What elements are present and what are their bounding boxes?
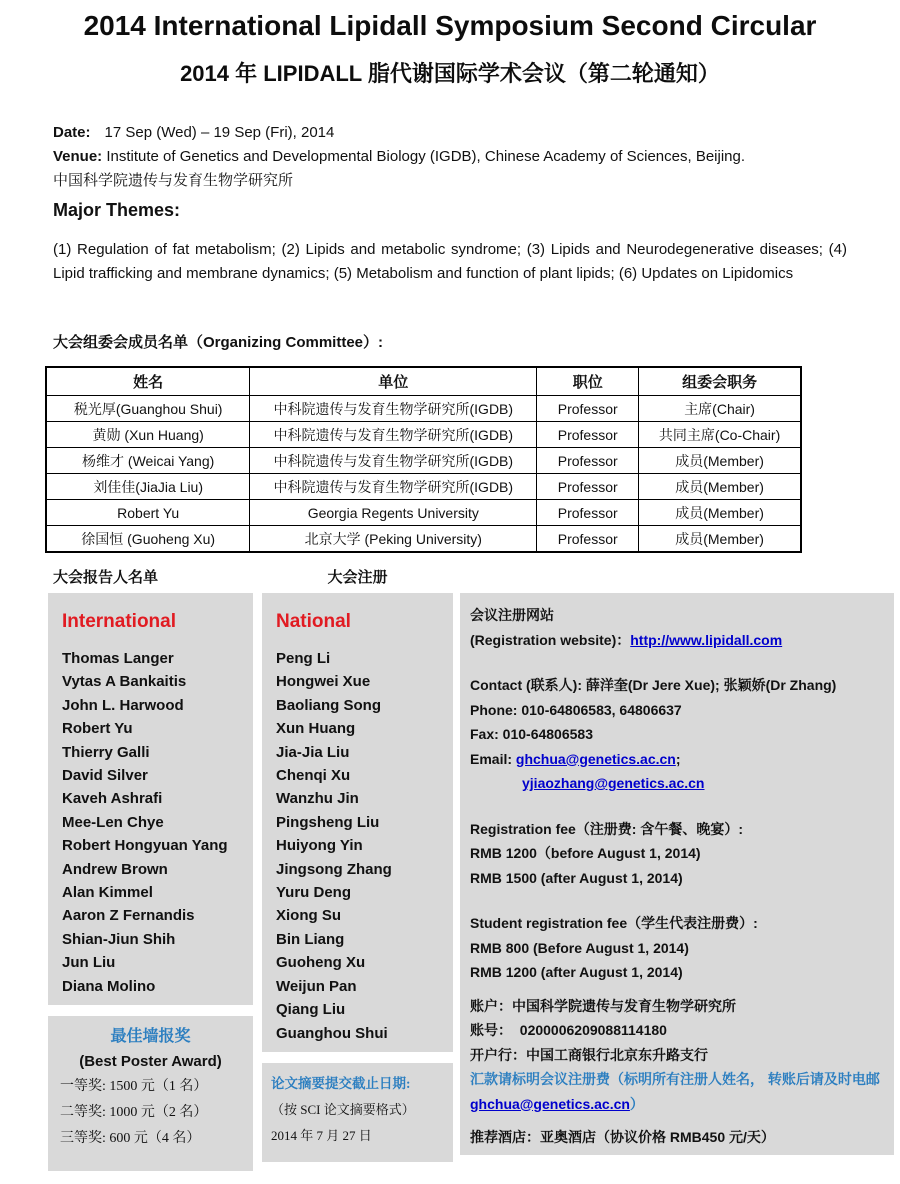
list-item: Jingsong Zhang	[276, 860, 392, 878]
registration-info-box	[460, 593, 894, 1155]
prize-line: 二等奖: 1000 元（2 名）	[60, 1105, 208, 1120]
cell-role: 主席(Chair)	[639, 396, 801, 422]
cell-affiliation: 中科院遗传与发育生物学研究所(IGDB)	[250, 422, 537, 448]
list-item: Qiang Liu	[276, 1001, 346, 1019]
list-item: Aaron Z Fernandis	[62, 907, 195, 925]
col-header-name: 姓名	[46, 367, 250, 396]
table-row	[46, 526, 801, 553]
spacer	[470, 1116, 886, 1125]
col-header-affiliation: 单位	[250, 367, 537, 396]
list-item: Vytas A Bankaitis	[62, 673, 187, 691]
email-link-1[interactable]: ghchua@genetics.ac.cn	[515, 750, 676, 767]
international-name-list	[62, 647, 253, 998]
national-title: National	[276, 611, 351, 632]
website-label-en: (Registration website)：	[470, 631, 631, 648]
cell-name: Robert Yu	[46, 500, 250, 526]
email-label: Email:	[470, 750, 516, 767]
cell-position: Professor	[537, 422, 639, 448]
major-themes-paragraph: (1) Regulation of fat metabolism; (2) Lipids and metabolic syndrome; (3) Lipids and Neurodegenerative diseases; (4) Lipid trafficking and membrane dynamics; (5) Metabolism and function of plant lipids; (6) Updates on Lipidomics	[53, 241, 847, 282]
list-item: Xiong Su	[276, 907, 341, 925]
list-item: Xun Huang	[276, 720, 356, 738]
phone-line: Phone: 010-64806583, 64806637	[470, 701, 682, 718]
list-item: Pingsheng Liu	[276, 813, 380, 831]
cell-position: Professor	[537, 500, 639, 526]
list-item: Jia-Jia Liu	[276, 743, 350, 761]
list-item: Jun Liu	[62, 954, 116, 972]
page-subtitle-cn: 2014 年 LIPIDALL 脂代谢国际学术会议（第二轮通知）	[180, 61, 720, 86]
fee-line: RMB 1200（before August 1, 2014)	[470, 845, 701, 861]
email-link-2[interactable]: yjiaozhang@genetics.ac.cn	[522, 775, 705, 791]
remittance-note	[470, 1067, 886, 1116]
spacer	[470, 890, 886, 911]
best-poster-award-box	[48, 1016, 253, 1171]
list-item: Guanghou Shui	[276, 1024, 388, 1042]
abstract-deadline-box	[262, 1063, 453, 1162]
date-value: 17 Sep (Wed) – 19 Sep (Fri), 2014	[104, 124, 335, 141]
cell-position: Professor	[537, 448, 639, 474]
website-label-cn: 会议注册网站	[470, 607, 554, 623]
remit-email-link[interactable]: ghchua@genetics.ac.cn	[470, 1095, 630, 1112]
national-speakers-box	[262, 593, 453, 1052]
cell-role: 成员(Member)	[639, 474, 801, 500]
student-fee-line: RMB 800 (Before August 1, 2014)	[470, 939, 689, 956]
email-line	[470, 747, 886, 772]
list-item: Baoliang Song	[276, 696, 381, 714]
table-row	[46, 396, 801, 422]
cell-role: 共同主席(Co-Chair)	[639, 422, 801, 448]
international-speakers-box	[48, 593, 253, 1005]
cell-affiliation: 中科院遗传与发育生物学研究所(IGDB)	[250, 474, 537, 500]
account-name-line: 账户：中国科学院遗传与发育生物学研究所	[470, 997, 736, 1014]
list-item: Mee-Len Chye	[62, 813, 164, 831]
list-item: Alan Kimmel	[62, 884, 153, 902]
page-title: 2014 International Lipidall Symposium Second Circular	[83, 10, 817, 41]
student-fee-heading: Student registration fee（学生代表注册费）:	[470, 915, 758, 931]
table-header-row	[46, 367, 801, 396]
email-line-2	[470, 771, 886, 796]
fee-line: RMB 1500 (after August 1, 2014)	[470, 869, 683, 886]
cell-position: Professor	[537, 396, 639, 422]
cell-affiliation: Georgia Regents University	[250, 500, 537, 526]
registration-heading: 大会注册	[327, 569, 388, 586]
cell-affiliation: 北京大学 (Peking University)	[250, 526, 537, 553]
list-item: Shian-Jiun Shih	[62, 930, 176, 948]
list-item: Robert Hongyuan Yang	[62, 837, 228, 855]
venue-value: Institute of Genetics and Developmental Biology (IGDB), Chinese Academy of Sciences, Beijing.	[102, 148, 746, 165]
fee-heading: Registration fee（注册费: 含午餐、晚宴）:	[470, 820, 744, 837]
cell-position: Professor	[537, 526, 639, 553]
list-item: Peng Li	[276, 650, 331, 667]
remit-note-suffix: ）	[629, 1095, 644, 1112]
poster-award-title-cn: 最佳墙报奖	[110, 1028, 191, 1045]
cell-affiliation: 中科院遗传与发育生物学研究所(IGDB)	[250, 448, 537, 474]
abstract-format-note: （按 SCI 论文摘要格式）	[271, 1102, 415, 1117]
cell-name: 刘佳佳(JiaJia Liu)	[46, 474, 250, 500]
spacer	[470, 652, 886, 673]
venue-line	[53, 145, 853, 169]
hotel-line: 推荐酒店：亚奥酒店（协议价格 RMB450 元/天）	[470, 1129, 775, 1145]
list-item: Weijun Pan	[276, 977, 357, 995]
table-row	[46, 422, 801, 448]
cell-name: 杨维才 (Weicai Yang)	[46, 448, 250, 474]
email-separator: ;	[675, 750, 681, 767]
date-label: Date:	[53, 124, 91, 141]
date-line	[53, 121, 853, 145]
committee-heading: 大会组委会成员名单（Organizing Committee）:	[53, 334, 384, 351]
cell-name: 徐国恒 (Guoheng Xu)	[46, 526, 250, 553]
registration-website-link[interactable]: http://www.lipidall.com	[630, 631, 783, 648]
bank-line: 开户行：中国工商银行北京东升路支行	[470, 1046, 708, 1063]
list-item: Andrew Brown	[62, 860, 168, 878]
event-info	[53, 121, 853, 193]
col-header-position: 职位	[537, 367, 639, 396]
account-number-line: 账号： 0200006209088114180	[470, 1022, 667, 1038]
abstract-deadline-date: 2014 年 7 月 27 日	[271, 1128, 372, 1143]
cell-role: 成员(Member)	[639, 448, 801, 474]
venue-label: Venue:	[53, 148, 103, 165]
cell-role: 成员(Member)	[639, 500, 801, 526]
poster-award-title-en: (Best Poster Award)	[79, 1053, 222, 1070]
remit-note-prefix: 汇款请标明会议注册费（标明所有注册人姓名， 转账后请及时电邮	[470, 1071, 880, 1087]
list-item: Yuru Deng	[276, 884, 352, 902]
cell-position: Professor	[537, 474, 639, 500]
spacer	[470, 796, 886, 817]
list-item: Chenqi Xu	[276, 767, 351, 785]
cell-affiliation: 中科院遗传与发育生物学研究所(IGDB)	[250, 396, 537, 422]
list-item: Hongwei Xue	[276, 673, 371, 691]
list-item: John L. Harwood	[62, 696, 184, 714]
list-item: David Silver	[62, 767, 148, 785]
speaker-list-heading: 大会报告人名单	[53, 569, 159, 586]
prize-line: 三等奖: 600 元（4 名）	[60, 1131, 201, 1146]
list-item: Huiyong Yin	[276, 837, 363, 855]
fax-line: Fax: 010-64806583	[470, 726, 593, 742]
prize-line: 一等奖: 1500 元（1 名）	[60, 1079, 208, 1094]
abstract-deadline-heading: 论文摘要提交截止日期:	[271, 1076, 411, 1091]
spacer	[470, 985, 886, 994]
venue-cn-line: 中国科学院遗传与发育生物学研究所	[53, 172, 294, 189]
list-item: Robert Yu	[62, 720, 133, 738]
contact-line: Contact (联系人): 薛洋奎(Dr Jere Xue); 张颖娇(Dr Zhang)	[470, 677, 837, 693]
list-item: Thomas Langer	[62, 650, 174, 667]
student-fee-line: RMB 1200 (after August 1, 2014)	[470, 964, 683, 980]
col-header-role: 组委会职务	[639, 367, 801, 396]
table-row	[46, 448, 801, 474]
list-item: Guoheng Xu	[276, 954, 366, 972]
list-item: Thierry Galli	[62, 743, 150, 761]
table-row	[46, 500, 801, 526]
list-item: Bin Liang	[276, 930, 345, 948]
list-item: Wanzhu Jin	[276, 790, 359, 808]
table-row	[46, 474, 801, 500]
international-title: International	[62, 611, 177, 632]
national-name-list	[276, 647, 453, 1045]
website-line	[470, 628, 886, 653]
cell-name: 税光厚(Guanghou Shui)	[46, 396, 250, 422]
cell-role: 成员(Member)	[639, 526, 801, 553]
major-themes-heading: Major Themes:	[53, 200, 181, 220]
cell-name: 黄勋 (Xun Huang)	[46, 422, 250, 448]
committee-table	[45, 366, 802, 553]
list-item: Kaveh Ashrafi	[62, 790, 163, 808]
list-item: Diana Molino	[62, 977, 156, 995]
